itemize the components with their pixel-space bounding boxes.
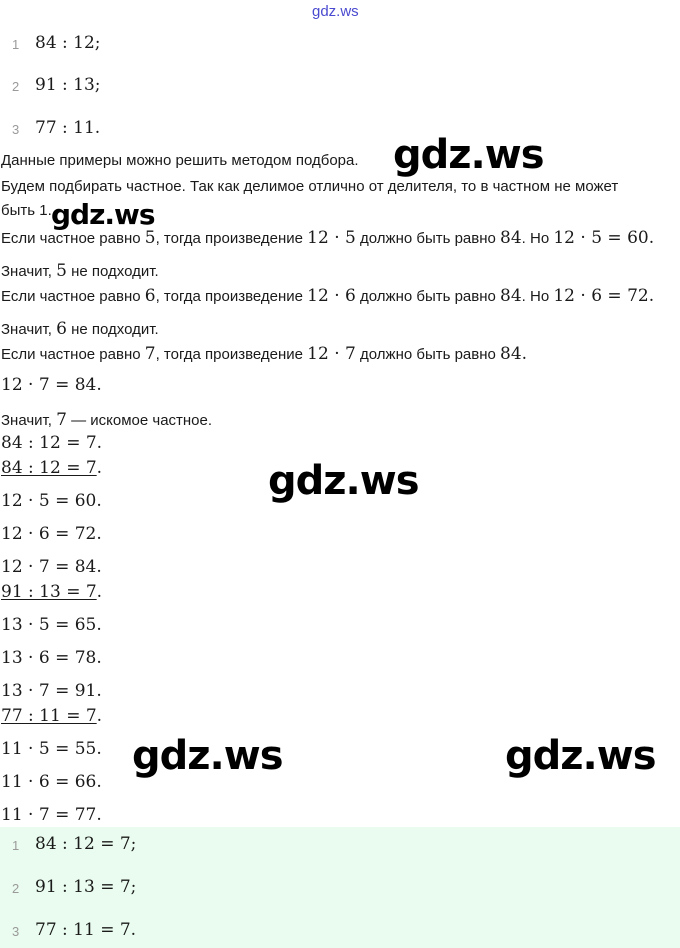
check-heading: 84 : 12 = 7.	[1, 458, 103, 478]
answer-expression: 91 : 13 = 7;	[35, 877, 137, 897]
list-number: 1	[12, 37, 20, 52]
solution-step: Значит, 6 не подходит.	[1, 319, 159, 339]
watermark: gdz.ws	[51, 198, 155, 231]
task-expression: 84 : 12;	[35, 33, 101, 53]
check-line: 11 · 6 = 66.	[1, 772, 102, 792]
task-expression: 77 : 11.	[35, 118, 101, 138]
list-number: 2	[12, 79, 20, 94]
check-line: 13 · 5 = 65.	[1, 615, 102, 635]
solution-step: Если частное равно 7, тогда произведение 12 · 7 должно быть равно 84.	[1, 344, 528, 364]
solution-equation: 84 : 12 = 7.	[1, 433, 103, 453]
check-heading: 77 : 11 = 7.	[1, 706, 103, 726]
answer-expression: 77 : 11 = 7.	[35, 920, 137, 940]
check-line: 13 · 6 = 78.	[1, 648, 102, 668]
site-link[interactable]: gdz.ws	[312, 3, 359, 20]
check-line: 12 · 6 = 72.	[1, 524, 102, 544]
watermark: gdz.ws	[393, 132, 544, 178]
solution-intro: Данные примеры можно решить методом подбора.	[1, 152, 359, 169]
solution-step: Значит, 5 не подходит.	[1, 261, 159, 281]
watermark: gdz.ws	[132, 733, 283, 779]
list-number: 1	[12, 838, 20, 853]
solution-step: Значит, 7 — искомое частное.	[1, 410, 213, 430]
list-number: 3	[12, 122, 20, 137]
solution-step: Если частное равно 6, тогда произведение 12 · 6 должно быть равно 84. Но 12 · 6 = 72.	[1, 286, 655, 306]
watermark: gdz.ws	[505, 733, 656, 779]
list-number: 2	[12, 881, 20, 896]
watermark: gdz.ws	[268, 458, 419, 504]
solution-step: Если частное равно 5, тогда произведение 12 · 5 должно быть равно 84. Но 12 · 5 = 60.	[1, 228, 655, 248]
check-line: 11 · 5 = 55.	[1, 739, 102, 759]
check-heading: 91 : 13 = 7.	[1, 582, 103, 602]
check-line: 11 · 7 = 77.	[1, 805, 102, 825]
solution-text: Будем подбирать частное. Так как делимое отлично от делителя, то в частном не может	[1, 178, 619, 195]
check-line: 12 · 5 = 60.	[1, 491, 102, 511]
solution-text: быть 1.	[1, 202, 52, 219]
answer-expression: 84 : 12 = 7;	[35, 834, 137, 854]
task-expression: 91 : 13;	[35, 75, 101, 95]
solution-equation: 12 · 7 = 84.	[1, 375, 102, 395]
check-line: 12 · 7 = 84.	[1, 557, 102, 577]
check-line: 13 · 7 = 91.	[1, 681, 102, 701]
list-number: 3	[12, 924, 20, 939]
